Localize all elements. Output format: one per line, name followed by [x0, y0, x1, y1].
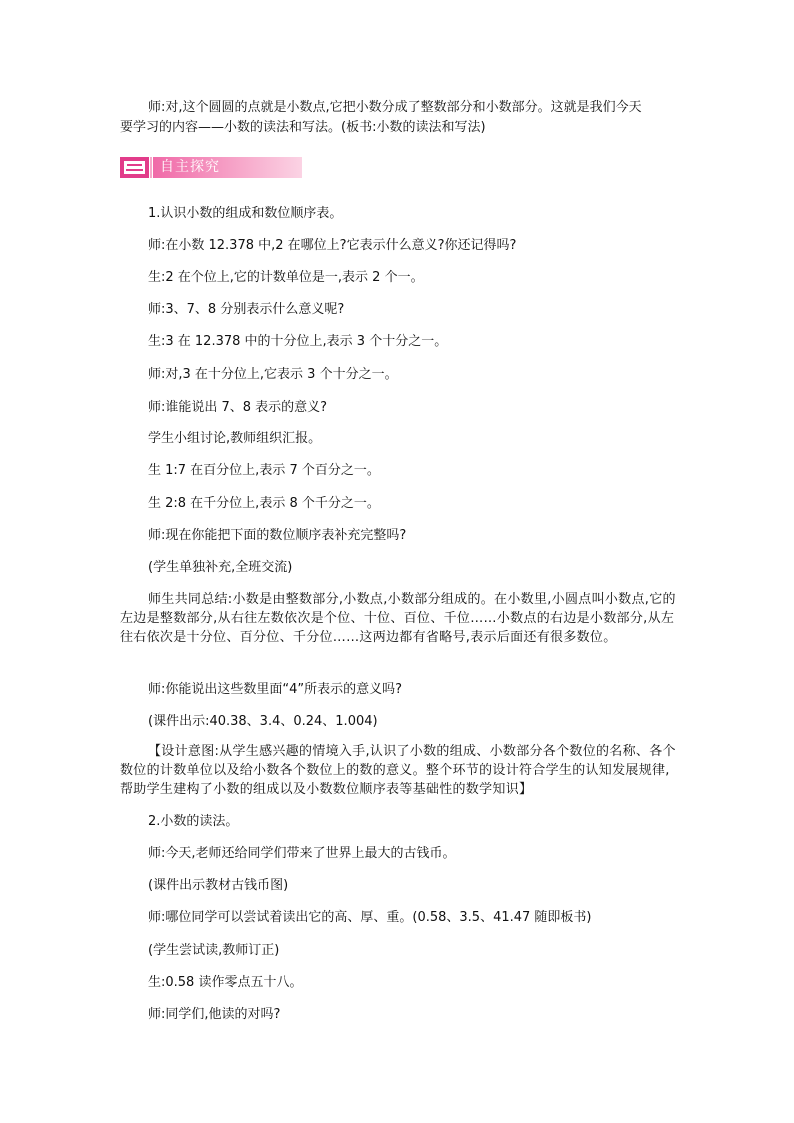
section-heading [120, 157, 302, 178]
paragraph: 师:你能说出这些数里面“4”所表示的意义吗? [148, 682, 403, 697]
paragraph: 师:哪位同学可以尝试着读出它的高、厚、重。(0.58、3.5、41.47 随即板书) [148, 910, 592, 925]
paragraph: 学生小组讨论,教师组织汇报。 [148, 431, 322, 446]
paragraph: (学生尝试读,教师订正) [148, 943, 280, 958]
paragraph: (课件出示:40.38、3.4、0.24、1.004) [148, 714, 378, 729]
intro-line-2: 要学习的内容——小数的读法和写法。(板书:小数的读法和写法) [120, 120, 486, 135]
paragraph: 2.小数的读法。 [148, 814, 239, 829]
paragraph: 师:同学们,他读的对吗? [148, 1007, 281, 1022]
intro-line-1: 师:对,这个圆圆的点就是小数点,它把小数分成了整数部分和小数部分。这就是我们今天 [148, 100, 642, 115]
design-intent-paragraph: 【设计意图:从学生感兴趣的情境入手,认识了小数的组成、小数部分各个数位的名称、各个数位的计数单位以及给小数各个数位上的数的意义。整个环节的设计符合学生的认知发展规律,帮助学生建构了小数的组成以及小数数位顺序表等基础性的数学知识】 [120, 744, 676, 797]
paragraph: (课件出示教材古钱币图) [148, 878, 289, 893]
section-title: 自主探究 [160, 159, 220, 175]
paragraph: 1.认识小数的组成和数位顺序表。 [148, 206, 343, 221]
paragraph: 生:3 在 12.378 中的十分位上,表示 3 个十分之一。 [148, 334, 448, 349]
paragraph: 生 2:8 在千分位上,表示 8 个千分之一。 [148, 496, 380, 511]
paragraph: 生 1:7 在百分位上,表示 7 个百分之一。 [148, 463, 380, 478]
paragraph: 生:0.58 读作零点五十八。 [148, 975, 303, 990]
paragraph: 师:谁能说出 7、8 表示的意义? [148, 400, 328, 415]
summary-paragraph: 师生共同总结:小数是由整数部分,小数点,小数部分组成的。在小数里,小圆点叫小数点,它的左边是整数部分,从右往左数依次是个位、十位、百位、千位……小数点的右边是小数部分,从左往右依次是十分位、百分位、千分位……这两边都有省略号,表示后面还有很多数位。 [120, 592, 676, 645]
paragraph: 师:3、7、8 分别表示什么意义呢? [148, 302, 345, 317]
paragraph: 生:2 在个位上,它的计数单位是一,表示 2 个一。 [148, 270, 424, 285]
paragraph: 师:现在你能把下面的数位顺序表补充完整吗? [148, 528, 407, 543]
paragraph: 师:今天,老师还给同学们带来了世界上最大的古钱币。 [148, 846, 456, 861]
paragraph: (学生单独补充,全班交流) [148, 560, 293, 575]
paragraph: 师:对,3 在十分位上,它表示 3 个十分之一。 [148, 367, 398, 382]
paragraph: 师:在小数 12.378 中,2 在哪位上?它表示什么意义?你还记得吗? [148, 238, 517, 253]
section-two-icon [120, 157, 149, 178]
